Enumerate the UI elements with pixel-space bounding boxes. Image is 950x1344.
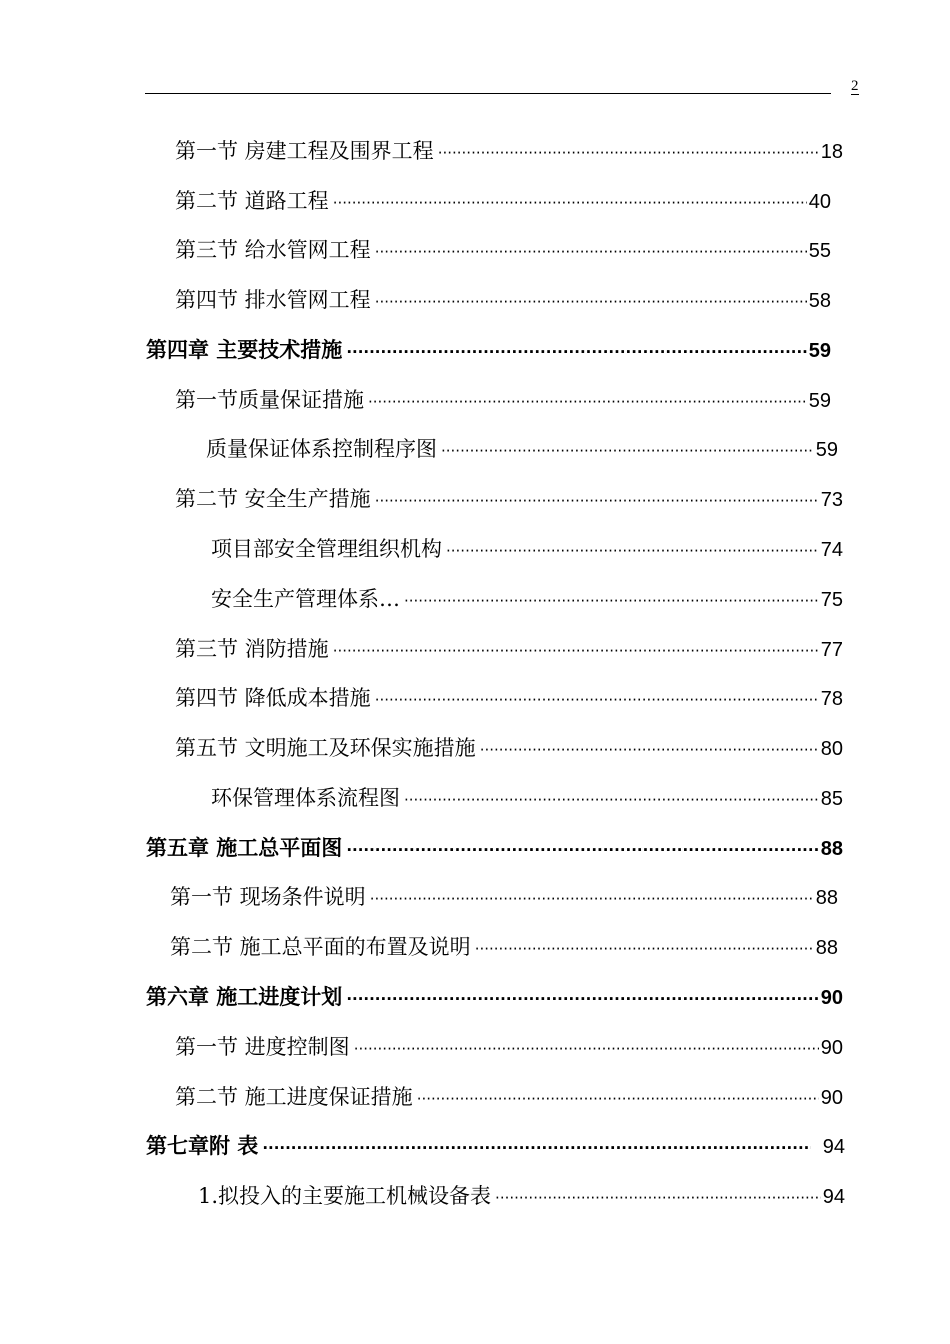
toc-entry[interactable] [175,186,831,216]
toc-leader-dots [354,1034,819,1064]
toc-leader-dots [446,536,819,566]
toc-entry[interactable] [211,783,843,813]
toc-entry-title: 质量保证体系控制程序图 [206,437,437,461]
toc-entry-page: 58 [808,290,831,312]
toc-entry-page: 88 [820,838,843,860]
toc-entry-title: 环保管理体系流程图 [211,786,400,810]
toc-leader-dots [375,685,819,715]
toc-entry-page: 55 [808,240,831,262]
toc-leader-dots [375,237,807,267]
header-rule [145,93,831,94]
toc-entry[interactable] [175,385,831,415]
toc-entry[interactable] [175,1082,843,1112]
toc-entry-title: 第五节 文明施工及环保实施措施 [175,736,476,760]
toc-entry-page: 90 [820,1087,843,1109]
toc-leader-dots [404,785,819,815]
toc-entry-title: 安全生产管理体系… [211,587,400,611]
toc-chapter-entry[interactable] [146,1131,845,1161]
toc-entry[interactable] [170,882,838,912]
toc-leader-dots [417,1084,819,1114]
toc-entry-title: 第二节 安全生产措施 [175,487,371,511]
toc-entry-title: 第三节 消防措施 [175,637,329,661]
toc-entry[interactable] [211,584,843,614]
toc-leader-dots [480,735,819,765]
toc-entry[interactable] [175,484,843,514]
toc-leader-dots [475,934,814,964]
toc-entry-page: 90 [820,1037,843,1059]
toc-entry-title: 第四节 排水管网工程 [175,288,371,312]
toc-entry-page: 40 [808,191,831,213]
toc-entry[interactable] [175,1032,843,1062]
toc-entry[interactable] [170,932,838,962]
toc-entry-page: 74 [820,539,843,561]
toc-leader-dots [375,486,819,516]
toc-entry-page: 85 [820,788,843,810]
toc-leader-dots [346,835,818,865]
toc-entry-title: 第一节质量保证措施 [175,388,364,412]
toc-entry[interactable] [175,634,843,664]
toc-entry-title: 第四章 主要技术措施 [146,338,343,362]
toc-leader-dots [404,586,819,616]
toc-entry-page: 59 [808,390,831,412]
toc-entry-page: 94 [822,1136,845,1158]
toc-entry[interactable] [198,1181,845,1211]
toc-entry-title: 1.拟投入的主要施工机械设备表 [198,1184,492,1208]
toc-entry-title: 第六章 施工进度计划 [146,985,343,1009]
toc-entry-page: 75 [820,589,843,611]
toc-leader-dots [438,138,819,168]
toc-leader-dots [333,636,819,666]
toc-entry[interactable] [175,683,843,713]
toc-chapter-entry[interactable] [146,982,843,1012]
toc-entry-page: 80 [820,738,843,760]
toc-entry-title: 第二节 道路工程 [175,189,329,213]
toc-entry-title: 第二节 施工进度保证措施 [175,1085,413,1109]
toc-leader-dots [262,1133,810,1163]
toc-entry-page: 59 [815,439,838,461]
toc-entry-title: 第四节 降低成本措施 [175,686,371,710]
toc-chapter-entry[interactable] [146,335,831,365]
toc-entry-page: 59 [808,340,831,362]
toc-entry[interactable] [211,534,843,564]
toc-entry[interactable] [175,733,843,763]
toc-leader-dots [495,1183,821,1213]
toc-leader-dots [375,287,807,317]
toc-entry[interactable] [175,136,843,166]
toc-leader-dots [346,984,818,1014]
page-number: 2 [851,78,859,94]
toc-entry[interactable] [206,434,838,464]
toc-entry-title: 第一节 房建工程及围界工程 [175,139,434,163]
toc-leader-dots [346,337,806,367]
toc-entry-page: 94 [822,1186,845,1208]
toc-entry[interactable] [175,285,831,315]
toc-entry[interactable] [175,235,831,265]
toc-entry-title: 第二节 施工总平面的布置及说明 [170,935,471,959]
toc-entry-page: 73 [820,489,843,511]
toc-entry-page: 18 [820,141,843,163]
toc-leader-dots [441,436,814,466]
toc-entry-title: 第三节 给水管网工程 [175,238,371,262]
toc-leader-dots [333,188,807,218]
toc-chapter-entry[interactable] [146,833,843,863]
toc-leader-dots [368,387,807,417]
toc-entry-page: 88 [815,937,838,959]
toc-entry-page: 77 [820,639,843,661]
toc-entry-page: 78 [820,688,843,710]
toc-entry-title: 第七章附 表 [146,1134,259,1158]
toc-entry-title: 第一节 进度控制图 [175,1035,350,1059]
toc-entry-title: 项目部安全管理组织机构 [211,537,442,561]
toc-entry-page: 90 [820,987,843,1009]
toc-entry-title: 第一节 现场条件说明 [170,885,366,909]
toc-entry-title: 第五章 施工总平面图 [146,836,343,860]
toc-entry-page: 88 [815,887,838,909]
toc-leader-dots [370,884,814,914]
